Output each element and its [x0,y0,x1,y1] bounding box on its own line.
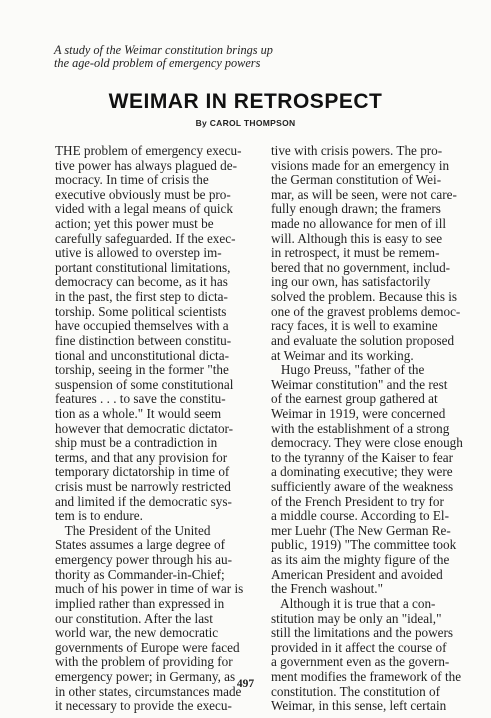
body-text-line: the German constitution of Wei- [271,172,442,188]
body-text-line: bered that no government, includ- [271,259,451,275]
body-text-line: world war, the new democratic [55,625,219,641]
body-text-line: suspension of some constitutional [55,376,234,392]
body-text-line: States assumes a large degree of [55,537,226,553]
body-text-line: tion as a whole." It would seem [55,405,222,421]
right-column [271,144,474,714]
body-text-line: democracy can become, as it has [55,274,228,290]
body-text-line: mer Luehr (The New German Re- [271,522,451,538]
body-text-line: visions made for an emergency in [271,157,450,173]
body-text-line: tive with crisis powers. The pro- [271,143,443,158]
body-text-line: torship. Some political scientists [55,303,227,319]
body-text-line: portant constitutional limitations, [55,259,231,275]
body-text-line: to the tyranny of the Kaiser to fear [271,449,453,465]
body-text-line: ship must be a contradiction in [55,435,218,451]
body-text-line: tem is to endure. [55,508,143,524]
body-text-line: will. Although this is easy to see [271,230,443,246]
body-text-line: emergency power through his au- [55,552,233,568]
body-text-line: Weimar constitution" and the rest [271,376,448,392]
body-text-line: carefully safeguarded. If the exec- [55,230,236,246]
body-text-line: executive obviously must be pro- [55,186,231,202]
body-text-line: vided with a legal means of quick [55,201,233,217]
body-text-line: solved the problem. Because this is [271,289,458,305]
body-text-line: Weimar, in this sense, left certain [271,698,447,714]
body-text-line: temporary dictatorship in time of [55,464,230,480]
body-text-line: however that democratic dictator- [55,420,234,436]
article-byline: By CAROL THOMPSON [195,118,296,128]
body-text-line: provided in it affect the course of [271,639,447,655]
body-text-line: as its aim the mighty figure of the [271,552,450,568]
page-number: 497 [236,678,255,690]
body-text-line: tional and unconstitutional dicta- [55,347,229,363]
deck-line: A study of the Weimar constitution brings up [54,43,273,57]
body-text-line: Hugo Preuss, "father of the [271,362,425,378]
body-text-line: implied rather than expressed in [55,595,225,611]
body-text-line: in the past, the first step to dicta- [55,289,228,305]
body-text-line: sufficiently aware of the weakness [271,479,454,495]
body-text-line: it necessary to provide the execu- [55,698,232,714]
body-text-line: mar, as will be seen, were not care- [271,186,457,202]
body-text-line: a dominating executive; they were [271,464,453,480]
body-text-line: Weimar in 1919, were concerned [271,405,446,421]
body-text-line: democracy. They were close enough [271,435,463,451]
deck-line: the age-old problem of emergency powers [54,56,261,70]
body-text-line: torship, seeing in the former "the [55,362,229,378]
body-text-line: of the earnest group gathered at [271,391,438,407]
body-text-line: much of his power in time of war is [55,581,244,597]
body-text-line: a middle course. According to El- [271,508,449,524]
body-text-line: constitution. The constitution of [271,683,440,699]
body-text-line: ment modifies the framework of the [271,668,462,684]
body-text-line: The President of the United [55,522,211,538]
body-text-line: emergency power; in Germany, as [55,668,236,684]
body-text-line: action; yet this power must be [55,216,214,232]
body-text-line: a government even as the govern- [271,654,450,670]
body-text-line: of the French President to try for [271,493,444,509]
body-text-line: American President and avoided [271,566,443,582]
body-text-line: and evaluate the solution proposed [271,332,455,348]
article-title: WEIMAR IN RETROSPECT [108,90,383,113]
body-text-line: still the limitations and the powers [271,625,454,641]
body-text-line: THE problem of emergency execu- [55,143,242,158]
body-text-line: the French washout." [271,581,383,597]
body-text-line: in retrospect, it must be remem- [271,245,440,261]
body-text-line: terms, and that any provision for [55,449,228,465]
body-text-line: in other states, circumstances made [55,683,242,699]
body-text-line: have occupied themselves with a [55,318,229,334]
body-text-line: mocracy. In time of crisis the [55,172,209,188]
body-text-line: at Weimar and its working. [271,347,414,363]
body-text-line: ing our own, has satisfactorily [271,274,431,290]
body-text-line: one of the gravest problems democ- [271,303,461,319]
body-text-line: fully enough drawn; the framers [271,201,441,217]
body-text-line: utive is allowed to overstep im- [55,245,222,261]
body-text-line: racy faces, it is well to examine [271,318,438,334]
body-text-line: crisis must be narrowly restricted [55,479,231,495]
body-text-line: Although it is true that a con- [271,595,436,611]
body-text-line: our constitution. After the last [55,610,213,626]
left-column [55,144,253,714]
body-text-line: and limited if the democratic sys- [55,493,232,509]
body-text-line: with the establishment of a strong [271,420,450,436]
body-text-line: stitution may be only an "ideal," [271,610,442,626]
body-text-line: fine distinction between constitu- [55,332,232,348]
body-text-line: thority as Commander-in-Chief; [55,566,225,582]
body-text-line: governments of Europe were faced [55,639,240,655]
article-deck [54,44,354,70]
body-text-line: with the problem of providing for [55,654,233,670]
body-text-line: made no allowance for men of ill [271,216,447,232]
body-text-line: public, 1919) "The committee took [271,537,457,553]
body-text-line: features . . . to save the constitu- [55,391,226,407]
body-text-line: tive power has always plagued de- [55,157,237,173]
